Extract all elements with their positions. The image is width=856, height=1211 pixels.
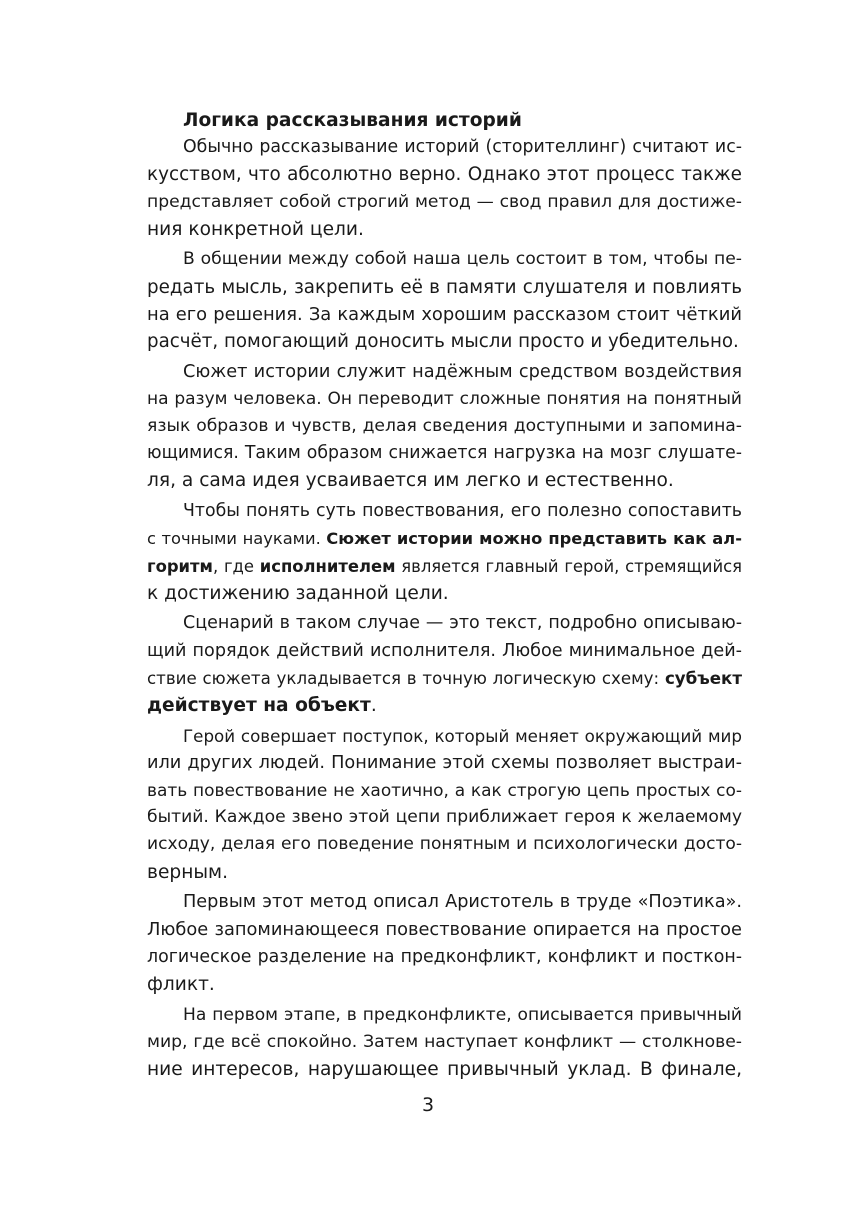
paragraph-2 [147, 246, 742, 355]
text-line: фликт. [147, 973, 215, 995]
text-line: На первом этапе, в предконфликте, описывается привычный [183, 1004, 742, 1025]
bold-text-run: Сюжет истории можно представить как ал- [326, 529, 742, 549]
bold-text-run: действует на объект [147, 694, 371, 716]
text-block [147, 107, 742, 1083]
text-run: , где [212, 556, 260, 576]
text-line: язык образов и чувств, делая сведения доступными и запомина- [147, 416, 742, 437]
paragraph-7 [147, 889, 742, 998]
text-line: верным. [147, 861, 228, 883]
text-line [147, 665, 742, 692]
bold-text-run: исполнителем [259, 556, 396, 576]
text-line [147, 692, 742, 719]
text-line: ние интересов, нарушающее привычный уклад. В финале, [147, 1058, 742, 1080]
paragraph-3 [147, 359, 742, 495]
text-line: бытий. Каждое звено этой цепи приближает героя к желаемому [147, 807, 742, 828]
bold-text-run: горитм [147, 556, 213, 576]
bold-text-run: субъект [664, 668, 742, 688]
text-line: мир, где всё спокойно. Затем наступает конфликт — столкнове- [147, 1031, 742, 1052]
paragraph-6 [147, 723, 742, 886]
text-line: Первым этот метод описал Аристотель в труде «Поэтика». [183, 892, 742, 913]
section-heading: Логика рассказывания историй [183, 110, 522, 131]
text-line: Сценарий в таком случае — это текст, подробно описываю- [183, 613, 742, 634]
text-line: Сюжет истории служит надёжным средством воздействия [183, 361, 742, 382]
text-line: вать повествование не хаотично, а как строгую цепь простых со- [147, 780, 742, 800]
text-run: ствие сюжета укладывается в точную логическую схему: [147, 668, 665, 688]
text-line: Чтобы понять суть повествования, его полезно сопоставить [183, 501, 742, 522]
text-line [147, 553, 742, 580]
text-line: ля, а сама идея усваивается им легко и естественно. [147, 470, 674, 492]
text-line: на разум человека. Он переводит сложные понятия на понятный [147, 388, 742, 409]
text-line: на его решения. За каждым хорошим рассказом стоит чёткий [147, 303, 742, 325]
text-line: Любое запоминающееся повествование опирается на простое [147, 919, 742, 941]
text-run: с точными науками. [147, 529, 327, 549]
text-line: Герой совершает поступок, который меняет окружающий мир [183, 726, 742, 746]
text-line: редать мысль, закрепить её в памяти слушателя и повлиять [147, 276, 742, 298]
text-line: Обычно рассказывание историй (сторителлинг) считают ис- [183, 137, 742, 158]
text-line: В общении между собой наша цель состоит в том, чтобы пе- [183, 249, 742, 270]
text-run: . [370, 694, 377, 716]
paragraph-1 [147, 134, 742, 243]
text-line: кусством, что абсолютно верно. Однако этот процесс также [147, 164, 742, 186]
text-line: ющимися. Таким образом снижается нагрузка на мозг слушате- [147, 443, 742, 464]
paragraph-8 [147, 1002, 742, 1084]
text-line: к достижению заданной цели. [147, 582, 449, 604]
text-line: расчёт, помогающий доносить мысли просто и убедительно. [147, 331, 739, 352]
paragraph-4 [147, 498, 742, 607]
text-run: является главный герой, стремящийся [395, 556, 742, 576]
text-line: представляет собой строгий метод — свод правил для достиже- [147, 191, 742, 212]
paragraph-5 [147, 610, 742, 719]
text-line: логическое разделение на предконфликт, конфликт и посткон- [147, 946, 742, 967]
text-line: или других людей. Понимание этой схемы позволяет выстраи- [147, 752, 742, 773]
text-line: ния конкретной цели. [147, 218, 364, 240]
text-line: исходу, делая его поведение понятным и психологически досто- [147, 834, 742, 855]
page-number: 3 [421, 1094, 435, 1116]
text-line [147, 525, 742, 552]
text-line: щий порядок действий исполнителя. Любое минимальное дей- [147, 640, 742, 661]
